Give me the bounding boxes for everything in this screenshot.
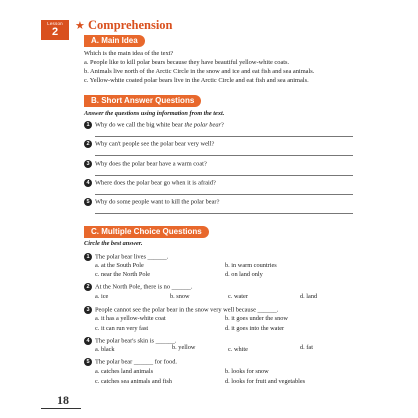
choice-option[interactable]: a. at the South Pole [95, 262, 144, 269]
answer-line[interactable] [95, 136, 353, 137]
page-title-text: Comprehension [88, 18, 173, 32]
section-a-heading: A. Main Idea [84, 35, 145, 47]
question-number: 1 [84, 253, 92, 261]
choice-option[interactable]: c. white [228, 346, 248, 353]
short-answer-question: 1 Why do we call the big white bear the polar bear? [84, 121, 224, 129]
choice-option[interactable]: b. in warm countries [225, 262, 277, 269]
choice-option[interactable]: a. black [95, 346, 115, 353]
answer-line[interactable] [95, 213, 353, 214]
choice-option[interactable]: d. looks for fruit and vegetables [225, 378, 306, 385]
question-number: 3 [84, 306, 92, 314]
lesson-number: 2 [51, 26, 59, 38]
multiple-choice-question: 2 At the North Pole, there is no ______. [84, 283, 192, 291]
question-number: 2 [84, 140, 92, 148]
footer-divider [41, 408, 81, 409]
section-a-option[interactable]: b. Animals live north of the Arctic Circle in the snow and ice and eat fish and sea animals. [84, 68, 315, 75]
question-number: 4 [84, 337, 92, 345]
answer-line[interactable] [95, 175, 353, 176]
choice-option[interactable]: d. land [300, 293, 318, 300]
choice-option[interactable]: d. it goes into the water [225, 325, 285, 332]
question-number: 3 [84, 160, 92, 168]
section-b-heading: B. Short Answer Questions [84, 95, 201, 107]
choice-option[interactable]: a. catches land animals [95, 368, 154, 375]
choice-option[interactable]: b. looks for snow [225, 368, 269, 375]
choice-option[interactable]: c. near the North Pole [95, 271, 151, 278]
section-a-option[interactable]: a. People like to kill polar bears because they have beautiful yellow-white coats. [84, 59, 290, 66]
section-c-heading: C. Multiple Choice Questions [84, 226, 209, 238]
choice-option[interactable]: b. yellow [172, 344, 196, 351]
short-answer-question: 3 Why does the polar bear have a warm coat? [84, 160, 207, 168]
choice-option[interactable]: d. on land only [225, 271, 263, 278]
section-a-question: Which is the main idea of the text? [84, 50, 174, 57]
short-answer-question: 2 Why can't people see the polar bear very well? [84, 140, 214, 148]
page-number: 18 [57, 393, 69, 407]
question-number: 5 [84, 198, 92, 206]
lesson-badge [41, 20, 69, 40]
answer-line[interactable] [95, 155, 353, 156]
choice-option[interactable]: d. fat [300, 344, 313, 351]
multiple-choice-question: 3 People cannot see the polar bear in the snow very well because ______. [84, 306, 278, 314]
choice-option[interactable]: c. catches sea animals and fish [95, 378, 172, 385]
choice-option[interactable]: a. it has a yellow-white coat [95, 315, 166, 322]
star-icon: ★ [75, 19, 85, 32]
section-a-option[interactable]: c. Yellow-white coated polar bears live in the Arctic Circle and eat fish and sea animals. [84, 77, 309, 84]
section-b-instruction: Answer the questions using information from the text. [84, 110, 225, 117]
question-number: 5 [84, 358, 92, 366]
question-number: 1 [84, 121, 92, 129]
choice-option[interactable]: b. it goes under the snow [225, 315, 288, 322]
short-answer-question: 4 Where does the polar bear go when it is afraid? [84, 179, 216, 187]
question-number: 4 [84, 179, 92, 187]
choice-option[interactable]: c. it can run very fast [95, 325, 149, 332]
answer-line[interactable] [95, 194, 353, 195]
multiple-choice-question: 5 The polar bear ______ for food. [84, 358, 177, 366]
choice-option[interactable]: b. snow [170, 293, 190, 300]
choice-option[interactable]: a. ice [95, 293, 109, 300]
lesson-label: Lesson [47, 21, 63, 26]
choice-option[interactable]: c. water [228, 293, 248, 300]
question-number: 2 [84, 283, 92, 291]
short-answer-question: 5 Why do some people want to kill the polar bear? [84, 198, 219, 206]
multiple-choice-question: 4 The polar bear's skin is ______. [84, 337, 176, 345]
multiple-choice-question: 1 The polar bear lives ______. [84, 253, 168, 261]
section-c-instruction: Circle the best answer. [84, 240, 143, 247]
page-title [75, 18, 173, 33]
